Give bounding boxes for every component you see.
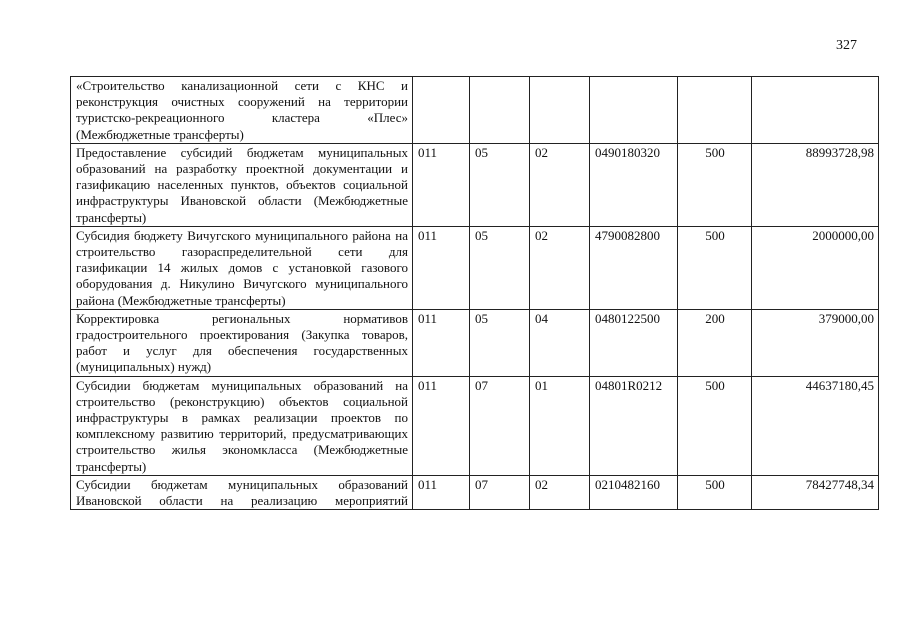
ministry-code: 011 xyxy=(413,143,470,226)
expense-type-code: 500 xyxy=(678,143,752,226)
ministry-code xyxy=(413,77,470,144)
amount-value: 44637180,45 xyxy=(752,376,879,475)
target-article-code: 04801R0212 xyxy=(590,376,678,475)
row-description: Предоставление субсидий бюджетам муниципальных образований на разработку проектной документации и газификацию населенных пунктов, объектов социальной инфраструктуры Ивановской области (Межбюджетные трансферты) xyxy=(71,143,413,226)
table-row xyxy=(71,309,879,376)
target-article-code: 4790082800 xyxy=(590,226,678,309)
page-number: 327 xyxy=(836,38,857,53)
row-description: Субсидии бюджетам муниципальных образований на строительство (реконструкцию) объектов социальной инфраструктуры в рамках реализации проектов по комплексному развитию территорий, предусматривающих строительство жилья экономкласса (Межбюджетные трансферты) xyxy=(71,376,413,475)
target-article-code: 0480122500 xyxy=(590,309,678,376)
section-code: 07 xyxy=(470,475,530,509)
budget-table xyxy=(70,76,879,510)
section-code: 05 xyxy=(470,309,530,376)
expense-type-code xyxy=(678,77,752,144)
row-description: Субсидии бюджетам муниципальных образований Ивановской области на реализацию мероприятий xyxy=(71,475,413,509)
ministry-code: 011 xyxy=(413,376,470,475)
target-article-code: 0210482160 xyxy=(590,475,678,509)
subsection-code: 02 xyxy=(530,475,590,509)
amount-value xyxy=(752,77,879,144)
amount-value: 88993728,98 xyxy=(752,143,879,226)
expense-type-code: 500 xyxy=(678,226,752,309)
row-description: Корректировка региональных нормативов градостроительного проектирования (Закупка товаров, работ и услуг для обеспечения государственных (муниципальных) нужд) xyxy=(71,309,413,376)
subsection-code: 02 xyxy=(530,143,590,226)
expense-type-code: 200 xyxy=(678,309,752,376)
amount-value: 2000000,00 xyxy=(752,226,879,309)
subsection-code: 04 xyxy=(530,309,590,376)
ministry-code: 011 xyxy=(413,226,470,309)
row-description: Субсидия бюджету Вичугского муниципального района на строительство газораспределительной сети для газификации 14 жилых домов с установкой газового оборудования д. Никулино Вичугского муниципального района (Межбюджетные трансферты) xyxy=(71,226,413,309)
table-row xyxy=(71,376,879,475)
row-description: «Строительство канализационной сети с КНС и реконструкция очистных сооружений на территории туристско-рекреационного кластера «Плес» (Межбюджетные трансферты) xyxy=(71,77,413,144)
table-row xyxy=(71,475,879,509)
table-row xyxy=(71,77,879,144)
table-row xyxy=(71,143,879,226)
subsection-code: 02 xyxy=(530,226,590,309)
amount-value: 78427748,34 xyxy=(752,475,879,509)
section-code: 07 xyxy=(470,376,530,475)
amount-value: 379000,00 xyxy=(752,309,879,376)
expense-type-code: 500 xyxy=(678,376,752,475)
section-code: 05 xyxy=(470,226,530,309)
ministry-code: 011 xyxy=(413,309,470,376)
expense-type-code: 500 xyxy=(678,475,752,509)
target-article-code: 0490180320 xyxy=(590,143,678,226)
subsection-code: 01 xyxy=(530,376,590,475)
ministry-code: 011 xyxy=(413,475,470,509)
subsection-code xyxy=(530,77,590,144)
section-code: 05 xyxy=(470,143,530,226)
table-row xyxy=(71,226,879,309)
section-code xyxy=(470,77,530,144)
target-article-code xyxy=(590,77,678,144)
